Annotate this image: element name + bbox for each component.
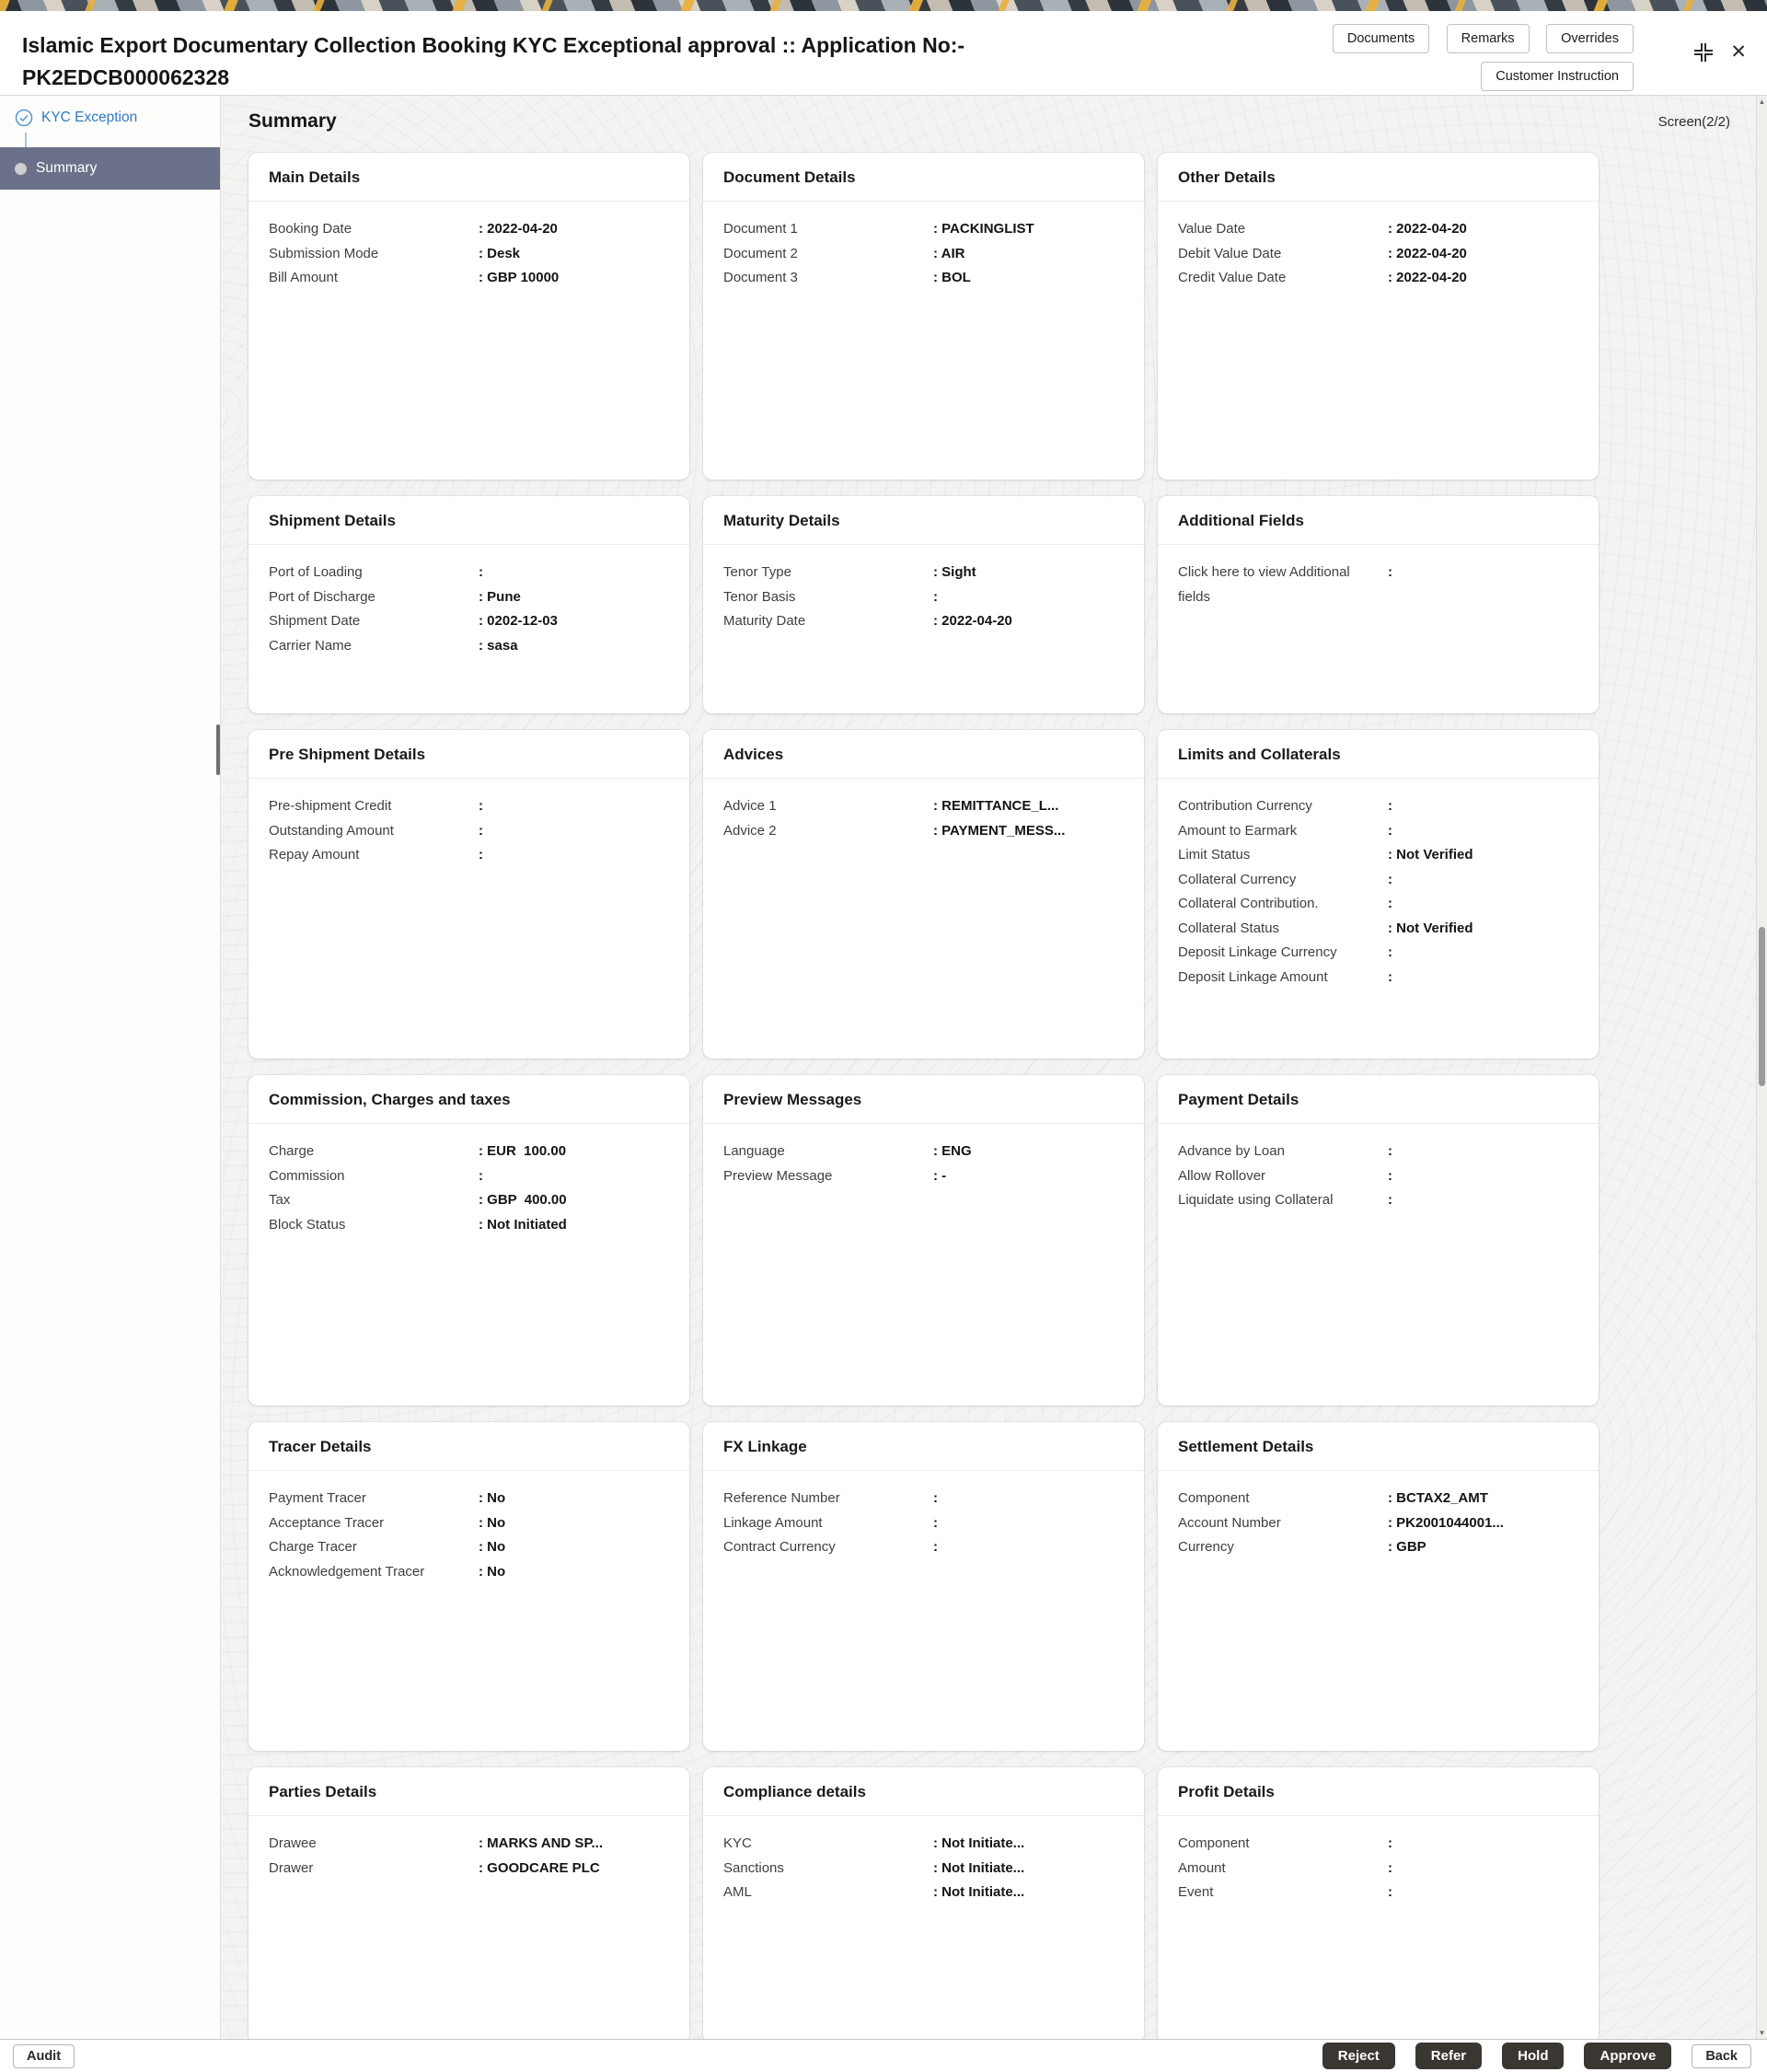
field-row: [1178, 941, 1578, 966]
field-label: AML: [723, 1884, 752, 1900]
card-limits-and-collaterals: [1158, 730, 1599, 1059]
field-label: Advice 1: [723, 798, 777, 814]
audit-button[interactable]: Audit: [13, 2044, 75, 2068]
card-profit-details: [1158, 1767, 1599, 2043]
field-value: : No: [479, 1514, 506, 1531]
header: [0, 11, 1767, 96]
field-label: Pre-shipment Credit: [269, 798, 392, 814]
sidebar-item-summary[interactable]: [0, 147, 220, 190]
field-label: Port of Discharge: [269, 588, 375, 605]
collapse-icon[interactable]: [1693, 42, 1714, 63]
field-label: Collateral Contribution.: [1178, 896, 1319, 911]
field-label: Bill Amount: [269, 270, 339, 285]
card-title: Main Details: [248, 153, 689, 202]
card-fields: [703, 202, 1144, 307]
field-row: [1178, 1535, 1578, 1560]
field-value: :: [479, 847, 483, 862]
documents-button[interactable]: Documents: [1333, 24, 1429, 53]
field-row: [269, 819, 669, 844]
field-value: : Sight: [933, 564, 976, 580]
field-row: [269, 1188, 669, 1213]
field-label: Maturity Date: [723, 613, 806, 629]
field-label: Carrier Name: [269, 637, 352, 654]
reject-button[interactable]: Reject: [1322, 2043, 1395, 2069]
field-value: :: [1388, 1859, 1392, 1876]
scroll-up-icon[interactable]: ▲: [1758, 98, 1766, 106]
card-title: Tracer Details: [248, 1422, 689, 1471]
field-value: : Not Verified: [1388, 847, 1473, 862]
field-label: Component: [1178, 1835, 1250, 1851]
field-label: Tenor Type: [723, 564, 791, 580]
field-row: [1178, 1511, 1578, 1536]
field-row: [269, 266, 669, 291]
card-title: Parties Details: [248, 1767, 689, 1816]
field-row: [1178, 1832, 1578, 1857]
card-title: Shipment Details: [248, 496, 689, 545]
field-value: : sasa: [479, 637, 518, 654]
field-value: : BCTAX2_AMT: [1388, 1490, 1488, 1506]
sidebar-scrollbar-thumb[interactable]: [216, 724, 220, 775]
back-button[interactable]: Back: [1692, 2044, 1751, 2068]
card-title: Document Details: [703, 153, 1144, 202]
card-title: Compliance details: [703, 1767, 1144, 1816]
field-value: :: [933, 1539, 938, 1555]
field-row: [723, 1140, 1124, 1164]
field-value: : 0202-12-03: [479, 613, 558, 629]
field-value: : GBP 400.00: [479, 1192, 567, 1208]
field-label: Acceptance Tracer: [269, 1514, 385, 1531]
card-tracer-details: [248, 1422, 689, 1751]
field-row: [1178, 892, 1578, 917]
card-title: Preview Messages: [703, 1075, 1144, 1124]
field-label: Shipment Date: [269, 613, 361, 629]
card-fields: [248, 1816, 689, 1896]
card-fields: [1158, 545, 1599, 625]
field-row: [723, 561, 1124, 585]
field-label: Document 3: [723, 270, 798, 285]
field-row: [269, 1857, 669, 1881]
field-row: [269, 843, 669, 868]
remarks-button[interactable]: Remarks: [1447, 24, 1530, 53]
field-value: :: [1388, 1143, 1392, 1159]
field-value: :: [1388, 968, 1392, 985]
card-title: Maturity Details: [703, 496, 1144, 545]
field-row: [723, 242, 1124, 267]
card-additional-fields: [1158, 496, 1599, 713]
field-label: Contribution Currency: [1178, 798, 1312, 814]
field-row: [723, 1535, 1124, 1560]
field-row: [269, 585, 669, 610]
field-value: :: [479, 1167, 483, 1184]
field-value: :: [1388, 944, 1392, 960]
field-value: :: [1388, 822, 1392, 839]
field-label: Linkage Amount: [723, 1514, 823, 1531]
field-row: [269, 634, 669, 659]
field-row: [723, 1857, 1124, 1881]
customer-instruction-button[interactable]: Customer Instruction: [1481, 62, 1634, 91]
card-fields: [1158, 1816, 1599, 1921]
field-value: :: [1388, 1835, 1392, 1851]
field-label: Drawee: [269, 1835, 317, 1851]
card-shipment-details: [248, 496, 689, 713]
field-row: [269, 1560, 669, 1585]
summary-heading: Summary: [248, 110, 337, 132]
field-value: :: [479, 822, 483, 839]
field-row: [269, 1140, 669, 1164]
card-fields: [703, 1471, 1144, 1576]
field-value: :: [1388, 896, 1392, 911]
page-title-line1: Islamic Export Documentary Collection Booking KYC Exceptional approval :: Application No:-: [22, 33, 965, 57]
field-row: [723, 1164, 1124, 1189]
field-value: : No: [479, 1563, 506, 1580]
cards-grid: [248, 153, 1599, 2043]
page-title-line2: PK2EDCB000062328: [22, 65, 230, 89]
field-label: Repay Amount: [269, 847, 360, 862]
card-maturity-details: [703, 496, 1144, 713]
field-label: KYC: [723, 1835, 752, 1851]
card-fields: [1158, 1471, 1599, 1576]
field-row: [269, 1164, 669, 1189]
footer-bar: [0, 2039, 1767, 2072]
card-document-details: [703, 153, 1144, 480]
field-row: [1178, 266, 1578, 291]
field-row: [269, 242, 669, 267]
field-label: Component: [1178, 1490, 1250, 1506]
additional-fields-link[interactable]: Click here to view Additional fields: [1178, 564, 1350, 605]
field-label: Charge: [269, 1143, 315, 1159]
field-row: [723, 1511, 1124, 1536]
field-row: [723, 609, 1124, 634]
field-value: : AIR: [933, 245, 965, 261]
card-fields: [248, 545, 689, 674]
field-label: Language: [723, 1143, 785, 1159]
field-label: Currency: [1178, 1539, 1234, 1555]
field-row: [1178, 843, 1578, 868]
card-fields: [248, 1471, 689, 1600]
field-label: Deposit Linkage Currency: [1178, 944, 1337, 960]
field-value: :: [479, 798, 483, 814]
approve-button[interactable]: Approve: [1584, 2043, 1671, 2069]
field-value: : MARKS AND SP...: [479, 1835, 604, 1851]
field-row: [1178, 242, 1578, 267]
field-label: Tax: [269, 1192, 291, 1208]
card-title: Other Details: [1158, 153, 1599, 202]
field-value: :: [933, 588, 938, 605]
field-value: :: [479, 564, 483, 580]
field-label: Liquidate using Collateral: [1178, 1192, 1334, 1208]
screen-indicator: Screen(2/2): [1657, 113, 1730, 130]
field-row: [1178, 794, 1578, 819]
field-value: : Not Initiate...: [933, 1859, 1025, 1876]
field-label: Acknowledgement Tracer: [269, 1563, 425, 1580]
page-title: [22, 29, 1080, 94]
field-value: :: [1388, 1884, 1392, 1900]
card-fields: [248, 1124, 689, 1253]
field-label: Drawer: [269, 1859, 314, 1876]
scroll-down-icon[interactable]: ▼: [1758, 2029, 1766, 2037]
field-row: [1178, 561, 1578, 609]
field-row: [723, 1487, 1124, 1511]
main-content: [221, 96, 1767, 2072]
hold-button[interactable]: Hold: [1502, 2043, 1564, 2069]
field-label: Allow Rollover: [1178, 1167, 1266, 1184]
field-value: :: [1388, 1192, 1392, 1208]
field-value: : No: [479, 1490, 506, 1506]
field-value: :: [1388, 564, 1392, 580]
field-row: [1178, 868, 1578, 893]
card-fields: [703, 1124, 1144, 1204]
field-value: : Not Initiate...: [933, 1884, 1025, 1900]
field-row: [269, 217, 669, 242]
field-label: Port of Loading: [269, 564, 363, 580]
field-row: [1178, 917, 1578, 942]
field-value: : Not Initiate...: [933, 1835, 1025, 1851]
field-row: [723, 819, 1124, 844]
card-payment-details: [1158, 1075, 1599, 1406]
card-pre-shipment-details: [248, 730, 689, 1059]
scrollbar-thumb[interactable]: [1759, 927, 1765, 1086]
field-label: Submission Mode: [269, 245, 379, 261]
field-label: Document 1: [723, 221, 798, 237]
card-other-details: [1158, 153, 1599, 480]
field-row: [1178, 966, 1578, 990]
field-value: : 2022-04-20: [479, 221, 558, 237]
field-row: [269, 1511, 669, 1536]
field-row: [723, 217, 1124, 242]
field-value: : REMITTANCE_L...: [933, 798, 1059, 814]
card-title: Additional Fields: [1158, 496, 1599, 545]
field-label: Charge Tracer: [269, 1539, 357, 1555]
field-label: Advance by Loan: [1178, 1143, 1285, 1159]
field-value: : 2022-04-20: [1388, 221, 1467, 237]
field-label: Advice 2: [723, 822, 777, 839]
field-value: :: [1388, 798, 1392, 814]
card-advices: [703, 730, 1144, 1059]
card-fields: [248, 202, 689, 307]
refer-button[interactable]: Refer: [1415, 2043, 1482, 2069]
close-icon[interactable]: ✕: [1730, 41, 1747, 63]
card-compliance-details: [703, 1767, 1144, 2043]
decorative-banner: [0, 0, 1767, 11]
card-fields: [248, 779, 689, 884]
field-value: : Pune: [479, 588, 521, 605]
card-fx-linkage: [703, 1422, 1144, 1751]
card-commission-charges-and-taxes: [248, 1075, 689, 1406]
field-value: : 2022-04-20: [933, 613, 1012, 629]
field-label: Commission: [269, 1167, 345, 1184]
field-label: Value Date: [1178, 221, 1246, 237]
field-value: : -: [933, 1167, 947, 1184]
card-settlement-details: [1158, 1422, 1599, 1751]
field-value: : Not Verified: [1388, 920, 1473, 936]
field-value: :: [933, 1514, 938, 1531]
field-row: [723, 1832, 1124, 1857]
field-row: [723, 794, 1124, 819]
field-value: : No: [479, 1539, 506, 1555]
card-parties-details: [248, 1767, 689, 2043]
field-value: :: [1388, 1167, 1392, 1184]
sidebar-item-label: Summary: [36, 160, 98, 176]
card-main-details: [248, 153, 689, 480]
field-label: Collateral Currency: [1178, 871, 1297, 887]
field-value: : PK2001044001...: [1388, 1514, 1504, 1531]
card-title: FX Linkage: [703, 1422, 1144, 1471]
field-value: : 2022-04-20: [1388, 270, 1467, 285]
field-value: :: [933, 1490, 938, 1506]
field-label: Limit Status: [1178, 847, 1251, 862]
field-value: : PACKINGLIST: [933, 221, 1034, 237]
card-title: Profit Details: [1158, 1767, 1599, 1816]
field-label: Contract Currency: [723, 1539, 836, 1555]
field-label: Payment Tracer: [269, 1490, 366, 1506]
field-label: Document 2: [723, 245, 798, 261]
card-title: Settlement Details: [1158, 1422, 1599, 1471]
field-row: [723, 1881, 1124, 1905]
card-title: Limits and Collaterals: [1158, 730, 1599, 779]
field-row: [269, 609, 669, 634]
card-title: Commission, Charges and taxes: [248, 1075, 689, 1124]
field-row: [1178, 1140, 1578, 1164]
field-label: Deposit Linkage Amount: [1178, 968, 1328, 985]
field-label: Account Number: [1178, 1514, 1281, 1531]
field-row: [1178, 217, 1578, 242]
check-circle-icon: [15, 109, 33, 127]
field-row: [1178, 819, 1578, 844]
card-fields: [1158, 779, 1599, 1005]
field-row: [1178, 1164, 1578, 1189]
footer-actions: [1322, 2043, 1751, 2069]
vertical-scrollbar[interactable]: [1756, 96, 1767, 2039]
field-value: : GBP: [1388, 1539, 1426, 1555]
header-icons: [1693, 42, 1747, 63]
field-value: : GBP 10000: [479, 270, 560, 285]
field-label: Amount to Earmark: [1178, 822, 1298, 839]
field-label: Debit Value Date: [1178, 245, 1282, 261]
field-label: Reference Number: [723, 1490, 840, 1506]
card-fields: [703, 779, 1144, 859]
header-buttons: [1320, 24, 1634, 99]
field-row: [269, 794, 669, 819]
field-value: : 2022-04-20: [1388, 245, 1467, 261]
field-value: : BOL: [933, 270, 971, 285]
field-row: [269, 1487, 669, 1511]
card-fields: [703, 1816, 1144, 1921]
field-label: Preview Message: [723, 1167, 833, 1184]
field-label: Outstanding Amount: [269, 822, 394, 839]
field-value: : Desk: [479, 245, 521, 261]
card-preview-messages: [703, 1075, 1144, 1406]
field-label: Block Status: [269, 1216, 346, 1233]
field-row: [269, 1832, 669, 1857]
field-value: :: [1388, 871, 1392, 887]
field-row: [269, 1213, 669, 1238]
card-fields: [703, 545, 1144, 650]
field-value: : Not Initiated: [479, 1216, 567, 1233]
field-row: [1178, 1188, 1578, 1213]
field-label: Collateral Status: [1178, 920, 1280, 936]
card-title: Payment Details: [1158, 1075, 1599, 1124]
field-row: [269, 561, 669, 585]
field-row: [1178, 1487, 1578, 1511]
card-fields: [1158, 1124, 1599, 1229]
field-label: Amount: [1178, 1859, 1226, 1876]
step-bullet-icon: [15, 163, 27, 175]
field-label: Event: [1178, 1884, 1214, 1900]
main-header: [221, 96, 1767, 144]
sidebar-item-label: KYC Exception: [41, 110, 138, 125]
card-title: Pre Shipment Details: [248, 730, 689, 779]
sidebar: [0, 96, 221, 2072]
field-value: : GOODCARE PLC: [479, 1859, 600, 1876]
sidebar-item-kyc-exception[interactable]: [0, 96, 220, 136]
card-fields: [1158, 202, 1599, 307]
field-value: : EUR 100.00: [479, 1143, 567, 1159]
field-row: [269, 1535, 669, 1560]
field-value: : PAYMENT_MESS...: [933, 822, 1066, 839]
field-label: Sanctions: [723, 1859, 784, 1876]
field-label: Booking Date: [269, 221, 352, 237]
field-value: : ENG: [933, 1143, 972, 1159]
overrides-button[interactable]: Overrides: [1546, 24, 1634, 53]
card-title: Advices: [703, 730, 1144, 779]
field-label: Credit Value Date: [1178, 270, 1287, 285]
field-label: Tenor Basis: [723, 588, 796, 605]
field-row: [723, 585, 1124, 610]
field-row: [723, 266, 1124, 291]
field-row: [1178, 1857, 1578, 1881]
field-row: [1178, 1881, 1578, 1905]
